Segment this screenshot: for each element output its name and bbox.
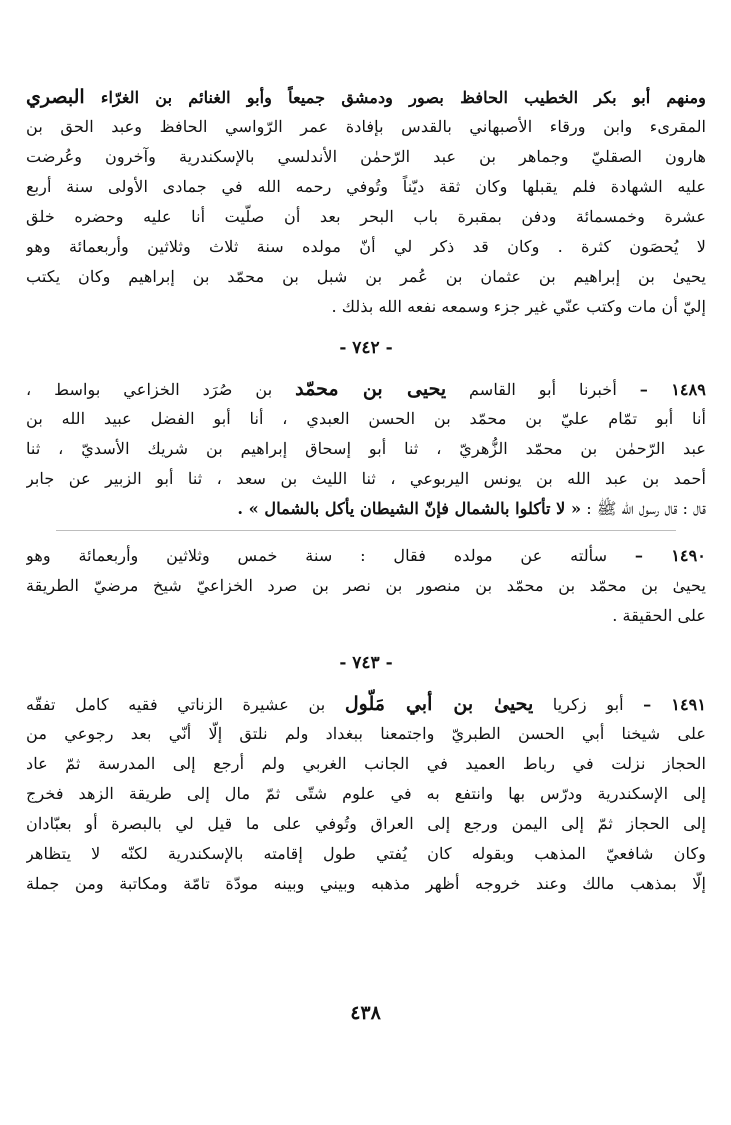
text-line: إلى الحجاز ثمّ إلى اليمن ورجع إلى العراق وتُوفي على ما قيل لي بالبصرة أو بعبّادان bbox=[26, 814, 706, 833]
line-text: أخبرنا أبو القاسم bbox=[469, 380, 617, 399]
text-line: على شيخنا أبي الحسن الطبريّ واجتمعنا ببغداد ولم نلتق إلّا أنّي بعد رجوعي من bbox=[26, 724, 706, 743]
text-line bbox=[26, 374, 706, 404]
divider bbox=[56, 530, 676, 541]
text-line: وكان شافعيّ المذهب وبقوله كان يُفتي طول إقامته بالإسكندرية لكنّه لا يتظاهر bbox=[26, 844, 706, 863]
section-number-742: - ٧٤٢ - bbox=[339, 338, 393, 358]
text-line bbox=[26, 82, 706, 112]
highlighted-name: يحيىٰ بن أبي مَلّول bbox=[344, 693, 534, 715]
text-line bbox=[26, 541, 706, 571]
line-text: قال : قال رسول الله ﷺ : bbox=[586, 499, 706, 518]
text-line bbox=[26, 689, 706, 719]
text-line: أحمد بن عبد الله بن يونس اليربوعي ، ثنا الليث بن سعد ، ثنا أبو الزبير عن جابر bbox=[26, 469, 706, 488]
entry-number: ١٤٨٩ – bbox=[639, 380, 706, 399]
text-line: يحيىٰ بن إبراهيم بن عثمان بن عُمر بن شبل بن محمّد بن إبراهيم وكان يكتب bbox=[26, 267, 706, 286]
book-page bbox=[26, 82, 706, 1092]
text-line: الحجاز نزلت في رباط العميد في الجانب الغربي ولم أرجع إلى المدرسة ثمّ عاد bbox=[26, 754, 706, 773]
text-line: أنا أبو تمّام عليّ بن محمّد بن الحسن العبدي ، أنا أبو الفضل عبيد الله بن bbox=[26, 409, 706, 428]
text-line: إليّ أن مات وكتب عنّي غير جزء وسمعه نفعه الله بذلك . bbox=[331, 297, 706, 316]
text-line: إلى الإسكندرية ودرّس بها وانتفع به في علوم شتّى ثمّ مال إلى طريقة الزهد فخرج bbox=[26, 784, 706, 803]
section-number-743: - ٧٤٣ - bbox=[339, 653, 393, 673]
text-line: عشرة وخمسمائة ودفن بمقبرة باب البحر بعد أن صلّيت أنا عليه وحضره خلق bbox=[26, 207, 706, 226]
hadith-quote: « لا تأكلوا بالشمال فإنّ الشيطان يأكل بالشمال » . bbox=[237, 499, 582, 518]
paragraph-continuation bbox=[26, 82, 706, 322]
text-line: المقرىء وابن ورقاء الأصبهاني بالقدس بإفادة عمر الرّواسي الحافظ وعبد الحق بن bbox=[26, 117, 706, 136]
entry-1491 bbox=[26, 689, 706, 899]
text-line: إلّا بمذهب مالك وعند خروجه أظهر مذهبه وبيني وبينه مودّة تامّة ومكاتبة ومن جملة bbox=[26, 874, 706, 893]
entry-1489 bbox=[26, 374, 706, 524]
highlighted-name: البصري bbox=[26, 86, 85, 108]
text-line bbox=[26, 494, 706, 524]
text-line: لا يُحصَون كثرة . وكان قد ذكر لي أنّ مولده سنة ثلاث وثلاثين وأربعمائة وهو bbox=[26, 237, 706, 256]
entry-number: ١٤٩١ – bbox=[643, 695, 706, 714]
page-number: ٤٣٨ bbox=[350, 1002, 381, 1024]
line-text: سألته عن مولده فقال : سنة خمس وثلاثين وأربعمائة وهو bbox=[26, 546, 608, 565]
entry-1490 bbox=[26, 541, 706, 631]
highlighted-name: يحيى بن محمّد bbox=[295, 378, 447, 400]
line-text: بن صُرَد الخزاعي بواسط ، bbox=[26, 380, 273, 399]
text-line: عليه الشهادة فلم يقبلها وكان ثقة ديّناً وتُوفي رحمه الله في جمادى الأولى سنة أربع bbox=[26, 177, 706, 196]
line-text: أبو زكريا bbox=[552, 695, 624, 714]
text-line: عبد الرّحمٰن بن محمّد الزُّهريّ ، ثنا أبو إسحاق إبراهيم بن شريك الأسديّ ، ثنا bbox=[26, 439, 706, 458]
text-line: على الحقيقة . bbox=[612, 606, 706, 625]
entry-number: ١٤٩٠ – bbox=[634, 546, 706, 565]
line-text: بن عشيرة الزناتي فقيه كامل تفقّه bbox=[26, 695, 326, 714]
text-line: هارون الصقليّ وجماهر بن عبد الرّحمٰن الأندلسي بالإسكندرية وآخرون وعُرضت bbox=[26, 147, 706, 166]
line-text: ومنهم أبو بكر الخطيب الحافظ بصور ودمشق جميعاً وأبو الغنائم بن الغرّاء bbox=[100, 88, 706, 107]
text-line: يحيىٰ بن محمّد بن محمّد بن منصور بن نصر بن صرد الخزاعيّ شيخ مرضيّ الطريقة bbox=[26, 576, 706, 595]
